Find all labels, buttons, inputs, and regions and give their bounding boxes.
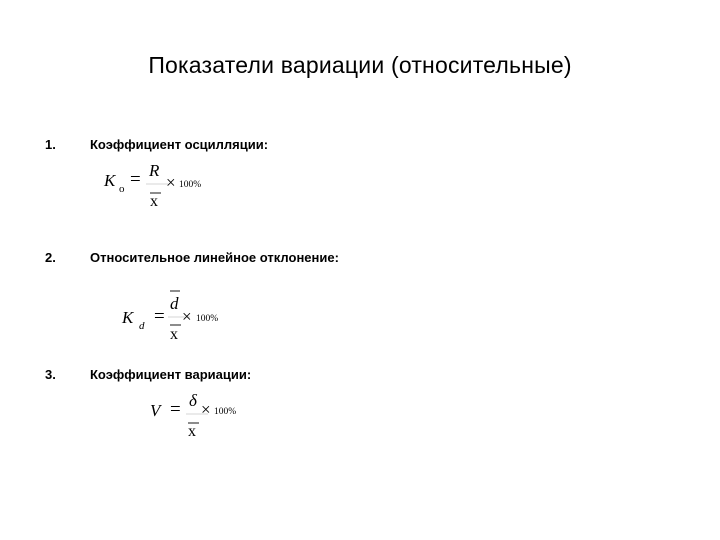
formula-numerator: d <box>170 294 179 313</box>
formula-times: × <box>182 307 192 326</box>
list-item-number: 2. <box>45 250 56 265</box>
formula-oscillation-coefficient <box>100 156 230 212</box>
formula-equals: = <box>170 399 181 420</box>
formula-lhs-symbol: K <box>122 308 134 327</box>
formula-linear-deviation-svg <box>118 287 258 347</box>
list-item-number: 3. <box>45 367 56 382</box>
formula-factor: 100% <box>196 314 219 324</box>
formula-variation-coefficient <box>146 386 276 442</box>
formula-factor: 100% <box>214 407 237 417</box>
formula-lhs-subscript: o <box>119 183 125 195</box>
formula-times: × <box>166 173 176 192</box>
list-item-label: Относительное линейное отклонение: <box>90 250 339 265</box>
formula-relative-linear-deviation <box>118 287 258 347</box>
list-item-number: 1. <box>45 137 56 152</box>
formula-times: × <box>201 400 211 419</box>
formula-equals: = <box>154 306 165 327</box>
slide-title: Показатели вариации (относительные) <box>148 52 572 78</box>
formula-numerator: δ <box>189 391 197 410</box>
formula-oscillation-svg <box>100 156 230 212</box>
formula-variation-svg <box>146 386 276 442</box>
list-item-label: Коэффициент осцилляции: <box>90 137 269 152</box>
formula-denominator: x <box>150 193 158 210</box>
formula-equals: = <box>130 169 141 190</box>
list-item-label: Коэффициент вариации: <box>90 367 252 382</box>
formula-lhs-subscript: d <box>139 320 145 332</box>
formula-denominator: x <box>170 326 178 343</box>
formula-numerator: R <box>149 161 160 180</box>
formula-denominator: x <box>188 423 196 440</box>
formula-lhs-symbol: K <box>104 171 116 190</box>
formula-lhs-symbol: V <box>150 401 161 420</box>
formula-factor: 100% <box>179 180 202 190</box>
